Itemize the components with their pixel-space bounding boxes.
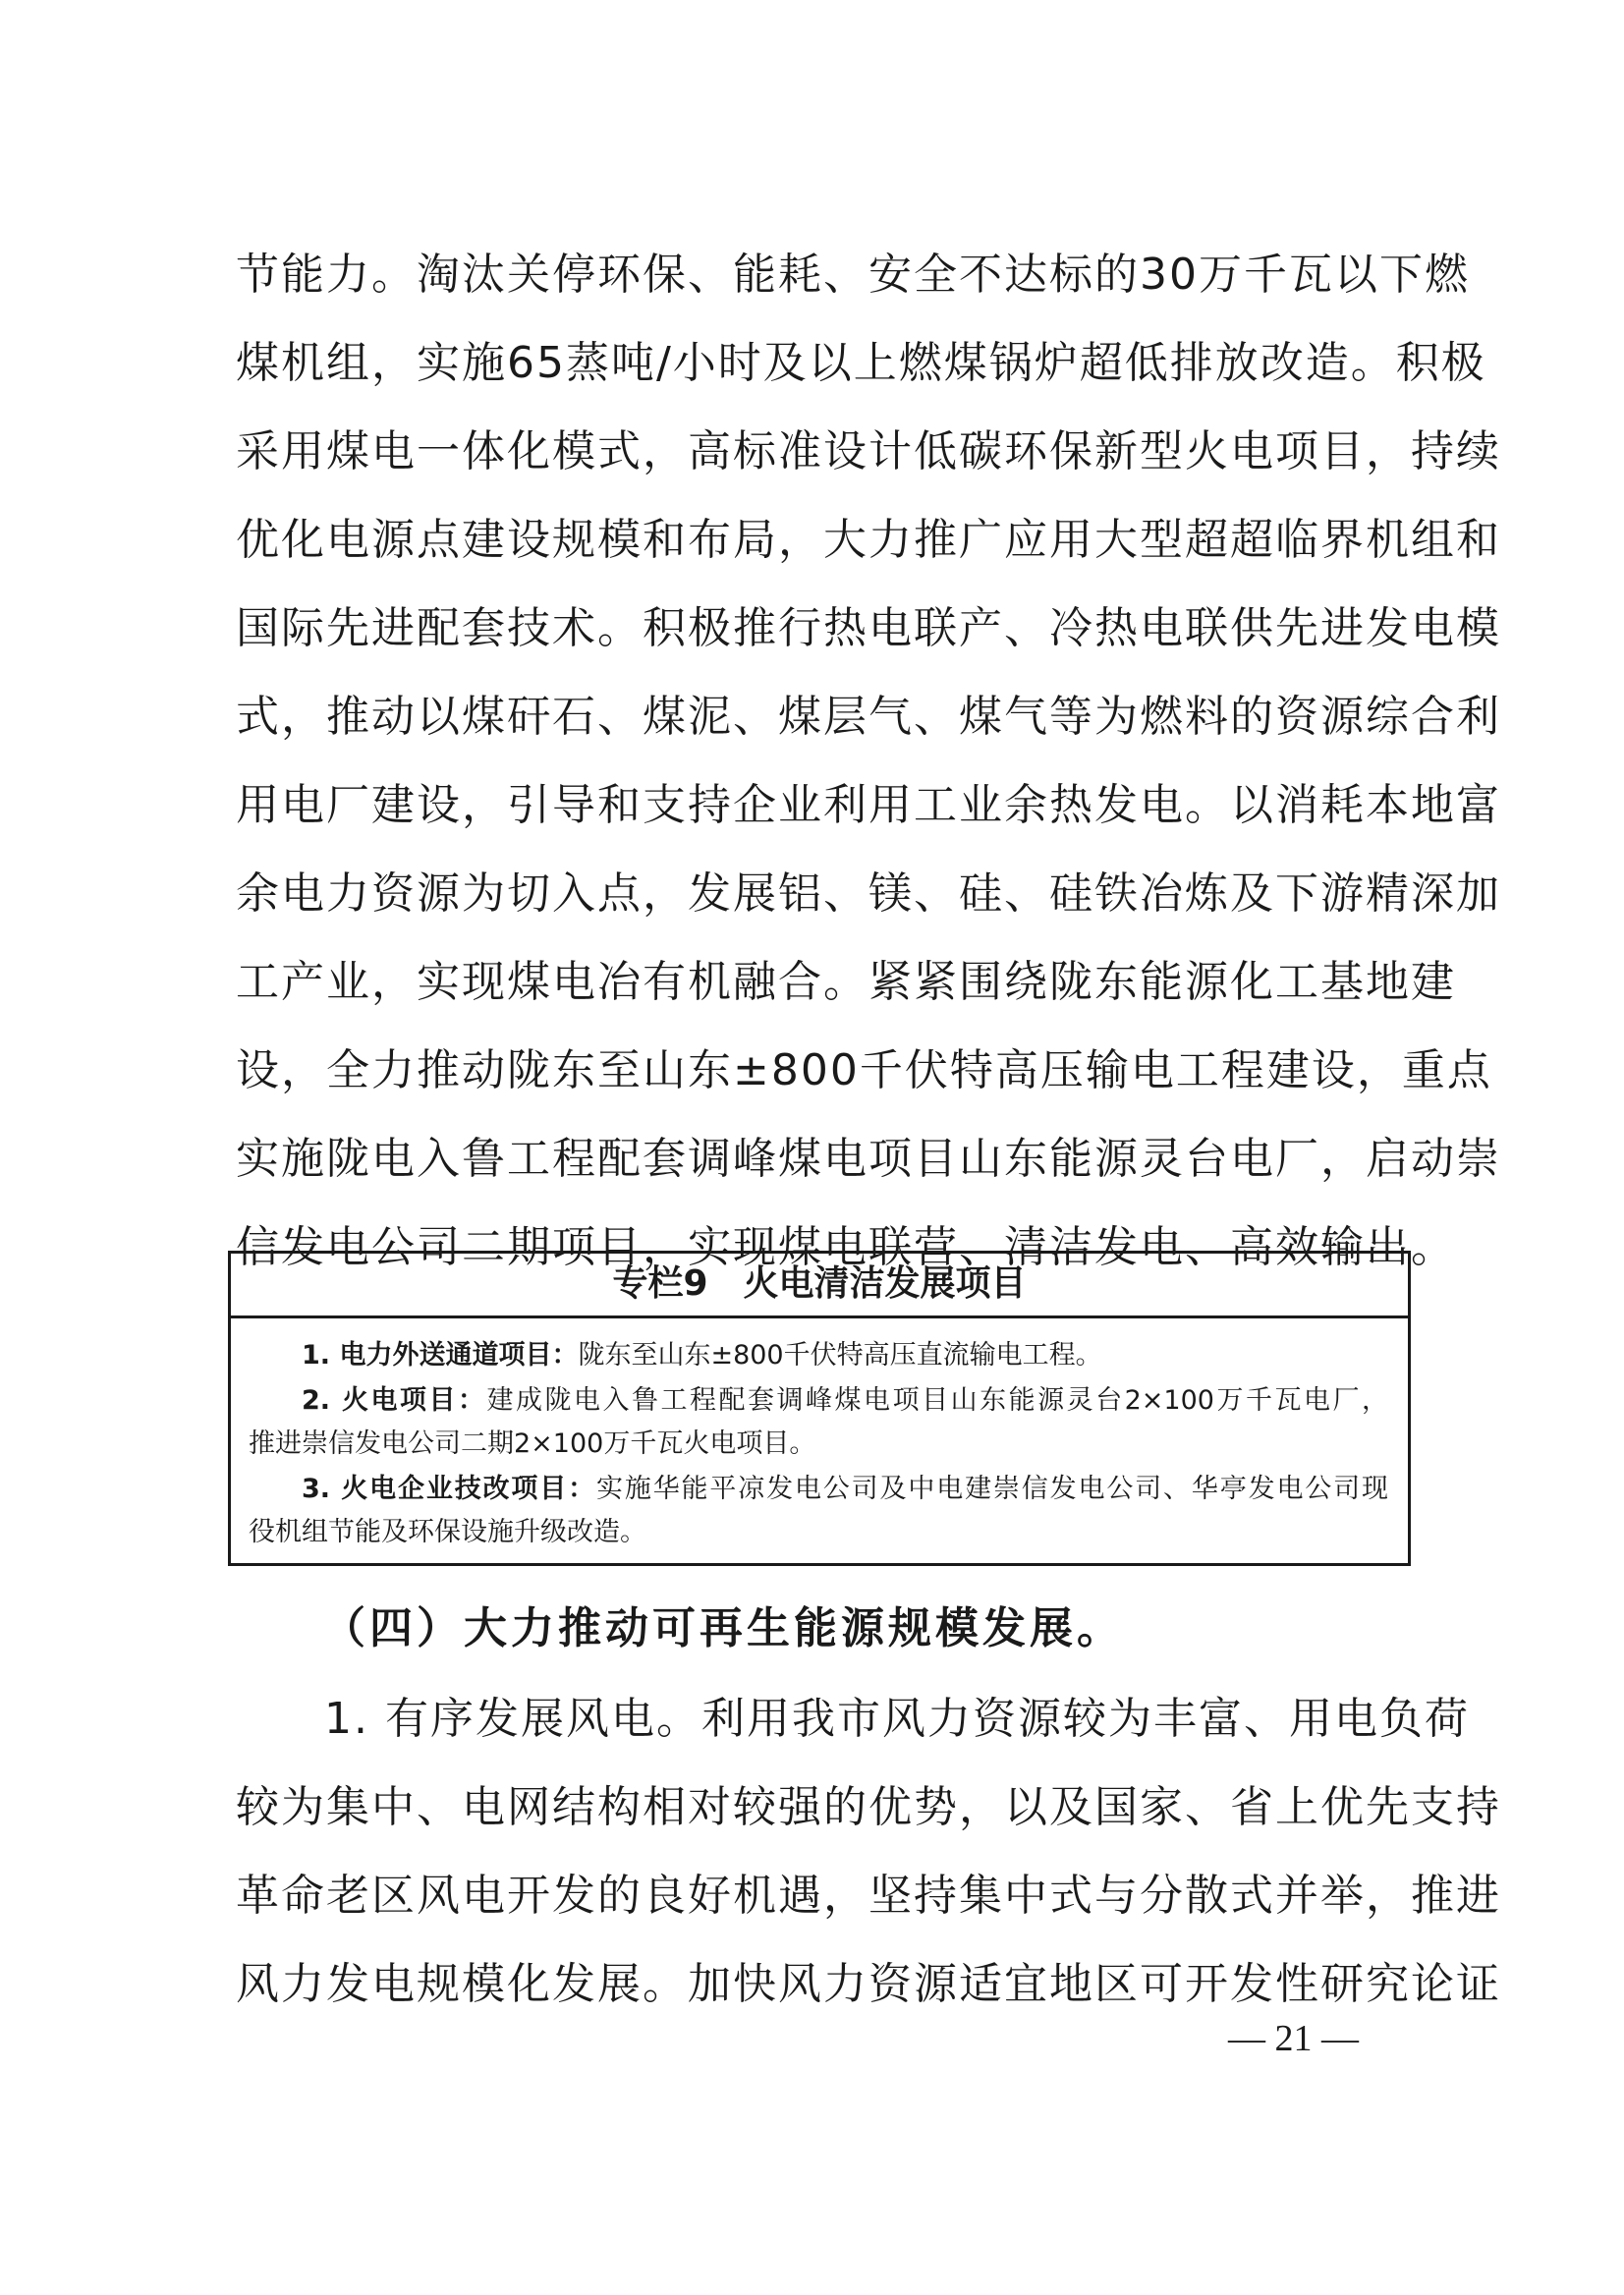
column-box (228, 1251, 1411, 1566)
item-text: 实施华能平凉发电公司及中电建崇信发电公司、华亭发电公司现 (595, 1474, 1389, 1504)
column-box-item-continuation: 推进崇信发电公司二期2×100万千瓦火电项目。 (249, 1428, 816, 1459)
text-line: 余电力资源为切入点，发展铝、镁、硅、硅铁冶炼及下游精深加 (236, 868, 1501, 919)
text-line: 风力发电规模化发展。加快风力资源适宜地区可开发性研究论证 (236, 1959, 1501, 2009)
item-label: 2. 火电项目： (302, 1385, 487, 1416)
column-box-heading: 火电清洁发展项目 (743, 1263, 1027, 1304)
text-line: 用电厂建设，引导和支持企业利用工业余热发电。以消耗本地富 (236, 780, 1501, 830)
text-line: 设，全力推动陇东至山东±800千伏特高压输电工程建设，重点 (236, 1045, 1492, 1095)
column-box-number: 专栏9 (612, 1263, 708, 1304)
item-text: 建成陇电入鲁工程配套调峰煤电项目山东能源灵台2×100万千瓦电厂， (486, 1385, 1388, 1416)
item-text: 陇东至山东±800千伏特高压直流输电工程。 (578, 1340, 1102, 1371)
text-line: 煤机组，实施65蒸吨/小时及以上燃煤锅炉超低排放改造。积极 (236, 338, 1486, 388)
text-line: 革命老区风电开发的良好机遇，坚持集中式与分散式并举，推进 (236, 1871, 1501, 1921)
page-number: — 21 — (1228, 2018, 1359, 2059)
section-heading: （四）大力推动可再生能源规模发展。 (322, 1603, 1124, 1653)
text-line: 优化电源点建设规模和布局，大力推广应用大型超超临界机组和 (236, 515, 1501, 565)
text-line: 工产业，实现煤电冶有机融合。紧紧围绕陇东能源化工基地建 (236, 957, 1456, 1007)
text-line: 国际先进配套技术。积极推行热电联产、冷热电联供先进发电模 (236, 603, 1501, 653)
column-box-item (302, 1468, 1388, 1511)
text-line: 节能力。淘汰关停环保、能耗、安全不达标的30万千瓦以下燃 (236, 250, 1470, 300)
item-label: 3. 火电企业技改项目： (302, 1474, 596, 1504)
text-line: 式，推动以煤矸石、煤泥、煤层气、煤气等为燃料的资源综合利 (236, 692, 1501, 742)
column-box-item (302, 1379, 1388, 1423)
column-box-title (231, 1254, 1408, 1318)
text-line: 1. 有序发展风电。利用我市风力资源较为丰富、用电负荷 (324, 1694, 1470, 1744)
item-label: 1. 电力外送通道项目： (302, 1340, 579, 1371)
text-line: 实施陇电入鲁工程配套调峰煤电项目山东能源灵台电厂，启动崇 (236, 1134, 1501, 1184)
text-line: 较为集中、电网结构相对较强的优势，以及国家、省上优先支持 (236, 1782, 1501, 1832)
column-box-item (302, 1334, 1388, 1377)
column-box-item-continuation: 役机组节能及环保设施升级改造。 (249, 1517, 646, 1547)
text-line: 信发电公司二期项目，实现煤电联营、清洁发电、高效输出。 (236, 1222, 1456, 1272)
text-line: 采用煤电一体化模式，高标准设计低碳环保新型火电项目，持续 (236, 426, 1501, 476)
